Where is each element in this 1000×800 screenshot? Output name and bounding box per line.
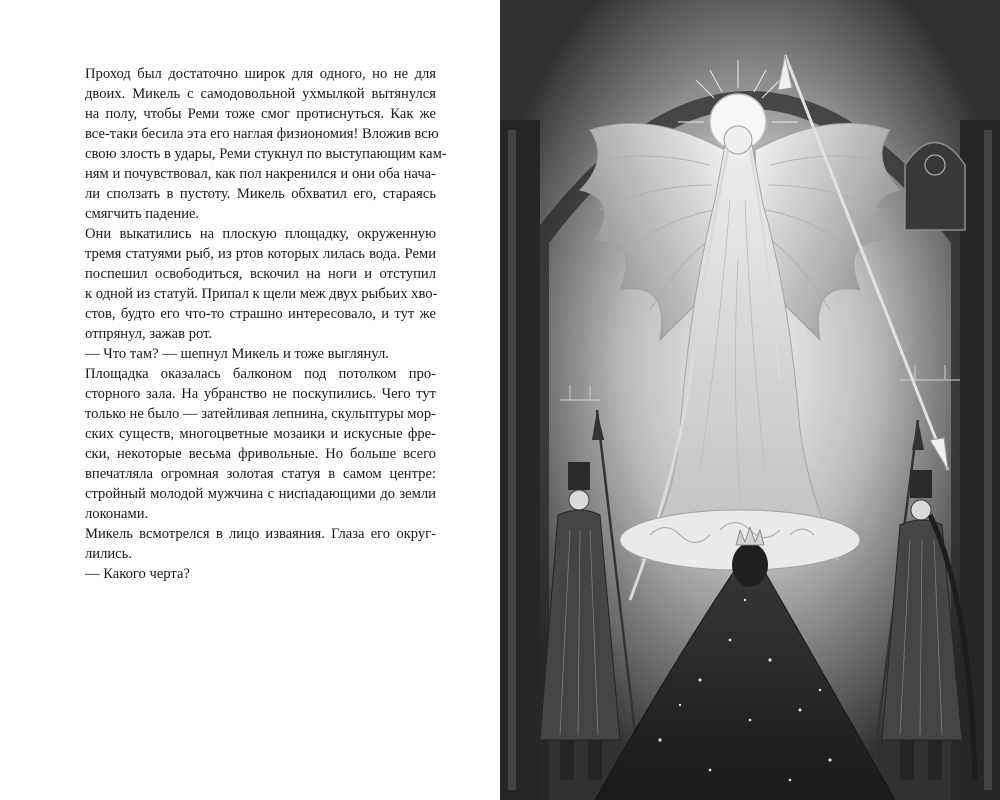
text-line: двоих. Микель с самодовольной ухмылкой вытянулся xyxy=(85,86,436,102)
fog-overlay xyxy=(500,0,1000,800)
text-line: стов, будто его что-то страшно интересовало, и тут же xyxy=(85,306,436,322)
text-line: тремя статуями рыб, из ртов которых лилась вода. Реми xyxy=(85,246,436,262)
text-line: только не было — затейливая лепнина, скульптуры мор- xyxy=(85,406,436,422)
text-line: Проход был достаточно широк для одного, но не для xyxy=(85,66,436,82)
text-line: на полу, чтобы Реми тоже смог протиснуться. Как же xyxy=(85,106,436,122)
text-line: ли сползать в пустоту. Микель обхватил его, стараясь xyxy=(85,186,436,202)
text-body xyxy=(67,64,447,584)
paragraph xyxy=(67,564,436,584)
illustration-page xyxy=(500,0,1000,800)
text-line: ням и почувствовал, как пол накренился и они оба нача- xyxy=(85,166,436,182)
text-line: отпрянул, зажав рот. xyxy=(85,326,213,342)
text-line: — Какого черта? xyxy=(85,566,190,582)
paragraph xyxy=(67,224,436,344)
text-line: впечатляла огромная золотая статуя в самом центре: xyxy=(85,466,436,482)
paragraph xyxy=(67,344,436,364)
text-line: сторного зала. На убранство не поскупились. Чего тут xyxy=(85,386,436,402)
text-line: Площадка оказалась балконом под потолком про- xyxy=(85,366,436,382)
text-line: Они выкатились на плоскую площадку, окруженную xyxy=(85,226,436,242)
text-line: ских существ, многоцветные мозаики и искусные фре- xyxy=(85,426,436,442)
text-line: ски, некоторые весьма фривольные. Но больше всего xyxy=(85,446,436,462)
text-line: лились. xyxy=(85,546,132,562)
paragraph xyxy=(67,64,447,224)
text-line: к одной из статуй. Припал к щели меж двух рыбьих хво- xyxy=(85,286,438,302)
angel-statue-illustration xyxy=(500,0,1000,800)
text-line: поспешил освободиться, вскочил на ноги и отступил xyxy=(85,266,436,282)
text-line: смягчить падение. xyxy=(85,206,200,222)
text-line: локонами. xyxy=(85,506,149,522)
text-line: свою злость в удары, Реми стукнул по выступающим кам- xyxy=(85,146,447,162)
text-line: — Что там? — шепнул Микель и тоже выглянул. xyxy=(85,346,389,362)
paragraph xyxy=(67,524,436,564)
paragraph xyxy=(67,364,436,524)
text-line: стройный молодой мужчина с ниспадающими до земли xyxy=(85,486,436,502)
text-line: все-таки бесила эта его наглая физиономия! Вложив всю xyxy=(85,126,439,142)
text-line: Микель всмотрелся в лицо изваяния. Глаза его округ- xyxy=(85,526,436,542)
